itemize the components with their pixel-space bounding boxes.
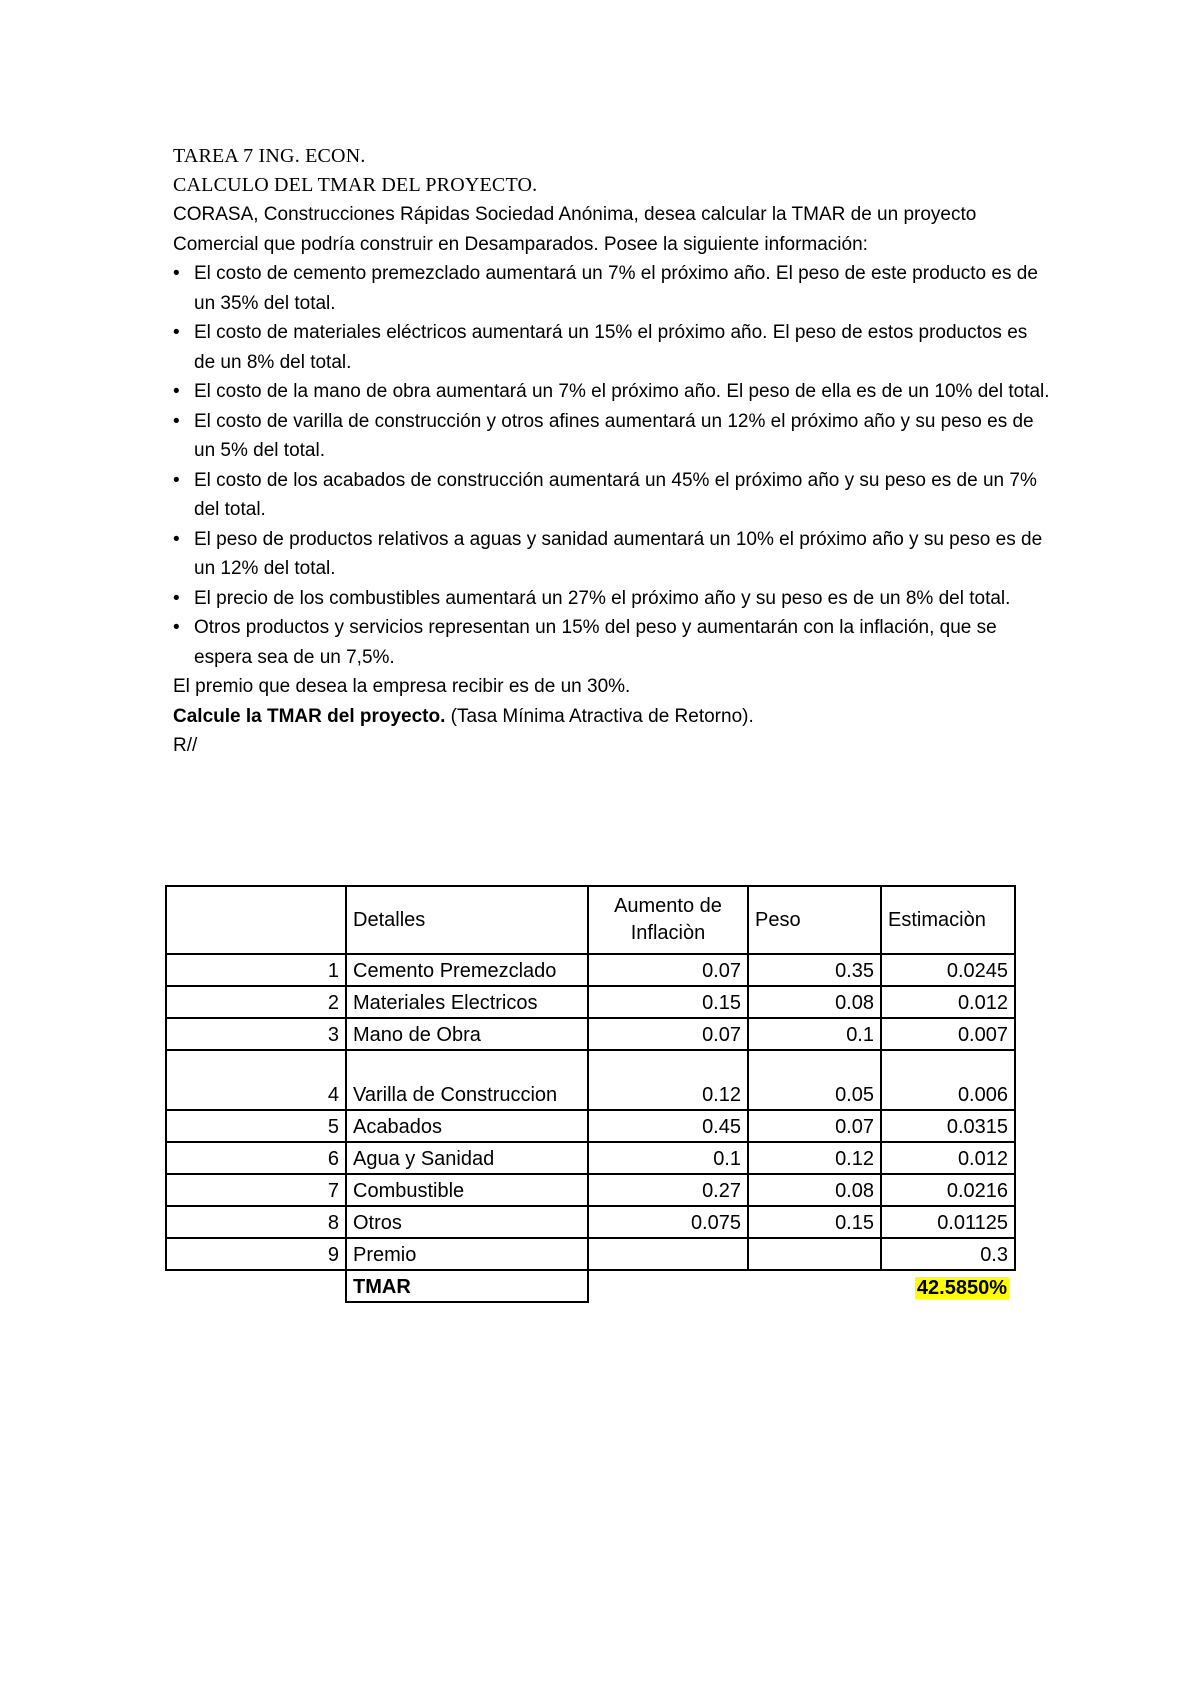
table-row (166, 986, 1015, 1018)
header-blank-cell (166, 886, 346, 954)
row-aumento: 0.075 (588, 1206, 748, 1238)
row-number: 9 (166, 1238, 346, 1270)
row-number: 6 (166, 1142, 346, 1174)
row-estimacion: 0.007 (881, 1018, 1015, 1050)
bullet-icon: • (173, 528, 180, 550)
header-peso: Peso (748, 886, 881, 954)
question-rest: (Tasa Mínima Atractiva de Retorno). (445, 705, 754, 727)
bullet-icon: • (173, 263, 180, 284)
row-peso (748, 1238, 881, 1270)
total-blank-cell (166, 1270, 346, 1302)
row-detalle: Materiales Electricos (346, 986, 588, 1018)
table-header-row (166, 886, 1015, 954)
row-detalle: Otros (346, 1206, 588, 1238)
row-aumento: 0.1 (588, 1142, 748, 1174)
bullet-item: • El peso de productos relativos a aguas y sanidad aumentará un 10% el próximo año y su peso es de un 12% del total. (173, 525, 1053, 584)
bullet-icon: • (173, 469, 180, 491)
row-number: 2 (166, 986, 346, 1018)
header-detalles: Detalles (346, 886, 588, 954)
row-aumento (588, 1238, 748, 1270)
tmar-table (165, 885, 1016, 1303)
bullet-icon: • (173, 410, 180, 432)
row-detalle: Combustible (346, 1174, 588, 1206)
row-detalle: Acabados (346, 1110, 588, 1142)
table-row (166, 1238, 1015, 1270)
row-peso: 0.35 (748, 954, 881, 986)
bullet-item: • El precio de los combustibles aumentará un 27% el próximo año y su peso es de un 8% del total. (173, 584, 1053, 614)
table-row (166, 1110, 1015, 1142)
row-estimacion: 0.012 (881, 1142, 1015, 1174)
bullet-item: • El costo de la mano de obra aumentará un 7% el próximo año. El peso de ella es de un 10% del total. (173, 377, 1053, 407)
bullet-icon: • (173, 322, 180, 343)
assignment-title: TAREA 7 ING. ECON. (173, 145, 366, 167)
row-peso: 0.08 (748, 986, 881, 1018)
row-number: 5 (166, 1110, 346, 1142)
table-row (166, 1018, 1015, 1050)
row-number: 4 (166, 1050, 346, 1110)
row-detalle: Premio (346, 1238, 588, 1270)
row-estimacion: 0.006 (881, 1050, 1015, 1110)
assignment-subtitle: CALCULO DEL TMAR DEL PROYECTO. (173, 174, 538, 196)
table-row (166, 1142, 1015, 1174)
bullet-list (173, 259, 1053, 672)
row-aumento: 0.15 (588, 986, 748, 1018)
row-number: 3 (166, 1018, 346, 1050)
table-row (166, 1050, 1015, 1110)
question-bold: Calcule la TMAR del proyecto. (173, 705, 446, 727)
row-aumento: 0.07 (588, 954, 748, 986)
row-estimacion: 0.0245 (881, 954, 1015, 986)
bullet-item: • El costo de cemento premezclado aumentará un 7% el próximo año. El peso de este producto es de un 35% del total. (173, 259, 1053, 318)
bullet-icon: • (173, 381, 180, 402)
table-total-row (166, 1270, 1015, 1302)
bullet-item: • El costo de materiales eléctricos aumentará un 15% el próximo año. El peso de estos productos es de un 8% del total. (173, 318, 1053, 377)
row-peso: 0.12 (748, 1142, 881, 1174)
table-row (166, 1174, 1015, 1206)
bullet-item: • El costo de los acabados de construcción aumentará un 45% el próximo año y su peso es de un 7% del total. (173, 466, 1053, 525)
row-number: 1 (166, 954, 346, 986)
header-estimacion: Estimaciòn (881, 886, 1015, 954)
tmar-result-value: 42.5850% (916, 1277, 1007, 1299)
total-value-cell (881, 1270, 1015, 1302)
row-estimacion: 0.3 (881, 1238, 1015, 1270)
row-peso: 0.15 (748, 1206, 881, 1238)
document-content (173, 142, 1053, 761)
bullet-icon: • (173, 587, 180, 609)
row-detalle: Cemento Premezclado (346, 954, 588, 986)
bullet-item: • El costo de varilla de construcción y otros afines aumentará un 12% el próximo año y su peso es de un 5% del total. (173, 407, 1053, 466)
bullet-icon: • (173, 617, 180, 638)
row-peso: 0.05 (748, 1050, 881, 1110)
row-aumento: 0.27 (588, 1174, 748, 1206)
question-paragraph (173, 702, 1053, 732)
row-detalle: Mano de Obra (346, 1018, 588, 1050)
row-aumento: 0.12 (588, 1050, 748, 1110)
row-number: 7 (166, 1174, 346, 1206)
table-row (166, 954, 1015, 986)
row-estimacion: 0.012 (881, 986, 1015, 1018)
header-aumento: Aumento de Inflaciòn (588, 886, 748, 954)
row-peso: 0.08 (748, 1174, 881, 1206)
row-peso: 0.1 (748, 1018, 881, 1050)
row-aumento: 0.45 (588, 1110, 748, 1142)
row-estimacion: 0.01125 (881, 1206, 1015, 1238)
row-estimacion: 0.0216 (881, 1174, 1015, 1206)
row-peso: 0.07 (748, 1110, 881, 1142)
bullet-item: • Otros productos y servicios representan un 15% del peso y aumentarán con la inflación, que se espera sea de un 7,5%. (173, 613, 1053, 672)
answer-prefix: R// (173, 735, 198, 756)
row-detalle: Varilla de Construccion (346, 1050, 588, 1110)
row-aumento: 0.07 (588, 1018, 748, 1050)
row-estimacion: 0.0315 (881, 1110, 1015, 1142)
premio-paragraph: El premio que desea la empresa recibir es de un 30%. (173, 676, 631, 697)
total-label: TMAR (346, 1270, 588, 1302)
row-number: 8 (166, 1206, 346, 1238)
intro-paragraph: CORASA, Construcciones Rápidas Sociedad Anónima, desea calcular la TMAR de un proyecto Comercial que podría construir en Desamparados. Posee la siguiente información: (173, 204, 977, 255)
row-detalle: Agua y Sanidad (346, 1142, 588, 1174)
table-row (166, 1206, 1015, 1238)
total-blank-peso (748, 1270, 881, 1302)
total-blank-aumento (588, 1270, 748, 1302)
